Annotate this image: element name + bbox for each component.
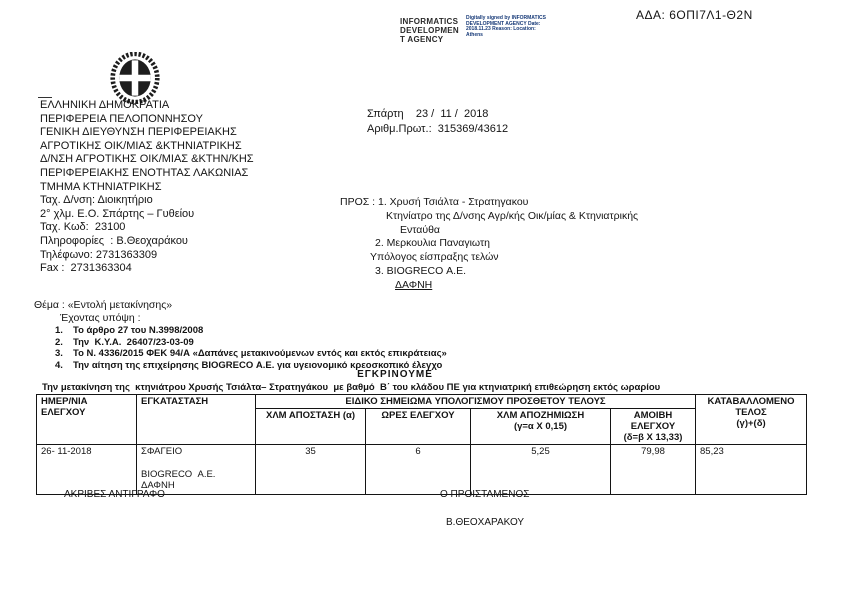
- recipient-line: ΔΑΦΝΗ: [395, 278, 433, 291]
- item-text: Το Ν. 4336/2015 ΦΕΚ 94/Α «Δαπάνες μετακινούμενων εντός και εκτός επικράτειας»: [73, 348, 447, 359]
- item-number: 2.: [55, 336, 63, 348]
- legal-basis-list: [55, 325, 447, 371]
- col-date-header: ΗΜΕΡ/ΝΙΑ ΕΛΕΓΧΟΥ: [37, 395, 137, 445]
- signatory-name: Β.ΘΕΟΧΑΡΑΚΟΥ: [446, 517, 525, 528]
- certified-copy-label: ΑΚΡΙΒΕΣ ΑΝΤΙΓΡΑΦΟ: [64, 489, 165, 500]
- total-header-line: (γ)+(δ): [736, 418, 766, 429]
- letterhead-line: ΓΕΝΙΚΗ ΔΙΕΥΘΥΝΣΗ ΠΕΡΙΦΕΡΕΙΑΚΗΣ: [40, 126, 237, 139]
- fee-formula: (δ=β Χ 13,33): [623, 432, 683, 443]
- letterhead-line: 2° χλμ. Ε.Ο. Σπάρτης – Γυθείου: [40, 207, 195, 220]
- informatics-agency-line: INFORMATICS: [400, 17, 459, 26]
- cell-total-fee: 85,23: [696, 445, 807, 495]
- recipient-line: 2. Μερκουλια Παναγιωτη: [375, 237, 490, 250]
- letterhead-line: ΕΛΛΗΝΙΚΗ ΔΗΜΟΚΡΑΤΙΑ: [40, 99, 170, 111]
- letterhead-line: Ταχ. Δ/νση: Διοικητήριο: [40, 194, 153, 207]
- km-comp-header-line: ΧΛΜ ΑΠΟΖΗΜΙΩΣΗ: [496, 410, 585, 421]
- letterhead-line: Πληροφορίες : Β.Θεοχαράκου: [40, 234, 188, 247]
- signatory-title: Ο ΠΡΟΙΣΤΑΜΕΝΟΣ: [440, 489, 530, 500]
- informatics-agency-line: T AGENCY: [400, 35, 444, 44]
- item-number: 3.: [55, 348, 63, 359]
- item-number: 1.: [55, 325, 63, 336]
- recipient-line: Κτηνίατρο της Δ/νσης Αγρ/κής Οικ/μίας & Κτηνιατρικής: [386, 209, 639, 222]
- approve-heading: ΕΓΚΡΙΝΟΥΜΕ: [357, 369, 433, 380]
- legal-basis-item: [55, 337, 447, 349]
- km-comp-formula: (γ=α Χ 0,15): [513, 421, 568, 432]
- total-header-line: ΤΕΛΟΣ: [735, 407, 767, 418]
- inspection-table: [36, 394, 807, 495]
- legal-basis-item: [55, 325, 447, 337]
- protocol-number: Αριθμ.Πρωτ.: 315369/43612: [367, 122, 509, 135]
- facility-line: BIOGRECO Α.Ε.: [141, 469, 216, 480]
- col-km-compensation-header: [471, 409, 611, 445]
- having-regard-label: Έχοντας υπόψη :: [60, 312, 141, 324]
- cell-facility: [137, 445, 256, 495]
- item-text: Την αίτηση της επιχείρησης BIOGRECO Α.Ε. για υγειονομικό κρεοσκοπικό έλεγχο: [73, 359, 443, 371]
- fee-header-line: ΑΜΟΙΒΗ ΕΛΕΓΧΟΥ: [630, 410, 676, 432]
- informatics-agency-label: [400, 17, 459, 44]
- item-number: 4.: [55, 359, 63, 371]
- dateline: [367, 107, 508, 136]
- col-hours-header: ΩΡΕΣ ΕΛΕΓΧΟΥ: [366, 409, 471, 445]
- col-special-note-header: ΕΙΔΙΚΟ ΣΗΜΕΙΩΜΑ ΥΠΟΛΟΓΙΣΜΟΥ ΠΡΟΣΘΕΤΟΥ ΤΕΛΟΥΣ: [256, 395, 696, 409]
- letterhead-line: Ταχ. Κωδ: 23100: [40, 221, 126, 234]
- informatics-agency-line: DEVELOPMEN: [400, 26, 460, 35]
- greek-emblem-icon: [107, 52, 163, 104]
- cell-date: 26- 11-2018: [37, 445, 137, 495]
- letterhead-line: Δ/ΝΣΗ ΑΓΡΟΤΙΚΗΣ ΟΙΚ/ΜΙΑΣ &ΚΤΗΝ/ΚΗΣ: [40, 153, 254, 166]
- legal-basis-item: [55, 348, 447, 360]
- letterhead: [40, 99, 254, 276]
- letterhead-line: Τηλέφωνο: 2731363309: [40, 248, 158, 261]
- letterhead-line: Fax : 2731363304: [40, 262, 132, 275]
- digital-signature-stamp: Digitally signed by INFORMATICS DEVELOPMENT AGENCY Date: 2018.11.23 Reason: Location: Athens: [466, 15, 546, 38]
- col-km-distance-header: ΧΛΜ ΑΠΟΣΤΑΣΗ (α): [256, 409, 366, 445]
- table-row: [37, 445, 807, 495]
- recipient-line: ΠΡΟΣ : 1. Χρυσή Τσιάλτα - Στρατηγακου: [340, 196, 529, 208]
- cell-km-distance: 35: [256, 445, 366, 495]
- letterhead-divider: [38, 97, 52, 98]
- letterhead-line: ΠΕΡΙΦΕΡΕΙΑ ΠΕΛΟΠΟΝΝΗΣΟΥ: [40, 112, 203, 125]
- col-total-fee-header: [696, 395, 807, 445]
- letterhead-line: ΑΓΡΟΤΙΚΗΣ ΟΙΚ/ΜΙΑΣ &ΚΤΗΝΙΑΤΡΙΚΗΣ: [40, 139, 242, 152]
- ada-number: ΑΔΑ: 6ΟΠΙ7Λ1-Θ2Ν: [636, 8, 753, 22]
- subject-line: Θέμα : «Εντολή μετακίνησης»: [34, 299, 173, 311]
- total-header-line: ΚΑΤΑΒΑΛΛΟΜΕΝΟ: [707, 396, 795, 407]
- recipient-line: Υπόλογος είσπραξης τελών: [370, 251, 499, 264]
- recipients: [340, 196, 638, 293]
- facility-line: ΣΦΑΓΕΙΟ: [141, 446, 183, 457]
- letterhead-line: ΠΕΡΙΦΕΡΕΙΑΚΗΣ ΕΝΟΤΗΤΑΣ ΛΑΚΩΝΙΑΣ: [40, 166, 249, 179]
- col-inspection-fee-header: [611, 409, 696, 445]
- recipient-line: Ενταύθα: [400, 223, 440, 236]
- recipient-line: 3. BIOGRECO Α.Ε.: [375, 264, 467, 277]
- item-text: Το άρθρο 27 του Ν.3998/2008: [73, 325, 204, 336]
- cell-km-compensation: 5,25: [471, 445, 611, 495]
- facility-line: ΔΑΦΝΗ: [141, 480, 175, 491]
- approval-text: Την μετακίνηση της κτηνιάτρου Χρυσής Τσιάλτα– Στρατηγάκου με βαθμό Β΄ του κλάδου ΠΕ για κτηνιατρική επιθεώρηση εκτός ωραρίου: [42, 382, 661, 393]
- col-facility-header: ΕΓΚΑΤΑΣΤΑΣΗ: [137, 395, 256, 445]
- cell-hours: 6: [366, 445, 471, 495]
- cell-inspection-fee: 79,98: [611, 445, 696, 495]
- item-text: Την Κ.Υ.Α. 26407/23-03-09: [73, 336, 194, 348]
- city-date: Σπάρτη 23 / 11 / 2018: [367, 108, 489, 120]
- letterhead-line: ΤΜΗΜΑ ΚΤΗΝΙΑΤΡΙΚΗΣ: [40, 180, 162, 193]
